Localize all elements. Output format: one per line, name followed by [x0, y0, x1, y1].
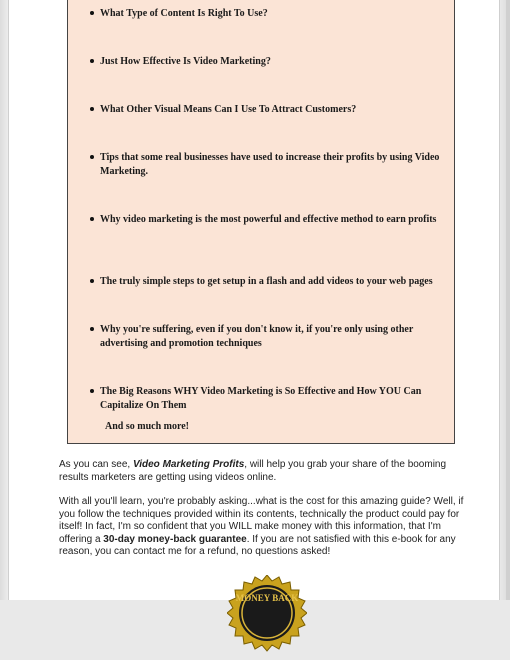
- list-item: Why video marketing is the most powerful and effective method to earn profits: [90, 213, 450, 227]
- page-content: [8, 0, 500, 603]
- guarantee-highlight: 30-day money-back guarantee: [103, 533, 247, 545]
- page-shadow-left: [0, 0, 8, 600]
- bullet-icon: [90, 389, 94, 393]
- bullet-icon: [90, 327, 94, 331]
- bullet-icon: [90, 59, 94, 63]
- list-item: Just How Effective Is Video Marketing?: [90, 55, 450, 69]
- list-item: The truly simple steps to get setup in a flash and add videos to your web pages: [90, 275, 450, 289]
- list-item: What Type of Content Is Right To Use?: [90, 7, 450, 21]
- bullet-icon: [90, 11, 94, 15]
- list-item: Tips that some real businesses have used to increase their profits by using Video Marketing.: [90, 151, 450, 178]
- seal-text: MONEY BACK: [235, 593, 299, 603]
- summary-paragraph: As you can see, Video Marketing Profits, will help you grab your share of the booming results marketers are getting using videos online.: [59, 459, 447, 483]
- list-item: The Big Reasons WHY Video Marketing is So Effective and How YOU Can Capitalize On Them: [90, 385, 450, 412]
- scrollbar[interactable]: [506, 0, 510, 600]
- and-more-text: And so much more!: [105, 421, 189, 432]
- bullet-icon: [90, 279, 94, 283]
- money-back-seal: [227, 575, 307, 655]
- seal-icon: [227, 575, 307, 655]
- features-box: [67, 0, 455, 444]
- product-name: Video Marketing Profits: [132, 459, 245, 470]
- bullet-icon: [90, 155, 94, 159]
- list-item: Why you're suffering, even if you don't know it, if you're only using other advertising and promotion techniques: [90, 323, 450, 350]
- bullet-icon: [90, 217, 94, 221]
- list-item: What Other Visual Means Can I Use To Attract Customers?: [90, 103, 450, 117]
- bullet-icon: [90, 107, 94, 111]
- guarantee-paragraph: With all you'll learn, you're probably asking...what is the cost for this amazing guide? Well, if you follow the techniques provided within its contents, technically the product could pay for itself! In fact, I'm so confident that you WILL make money with this information, that I'm offering a 30-day money-back guarantee. If you are not satisfied with this e-book for any reason, you can contact me for a refund, no questions asked!: [59, 496, 464, 557]
